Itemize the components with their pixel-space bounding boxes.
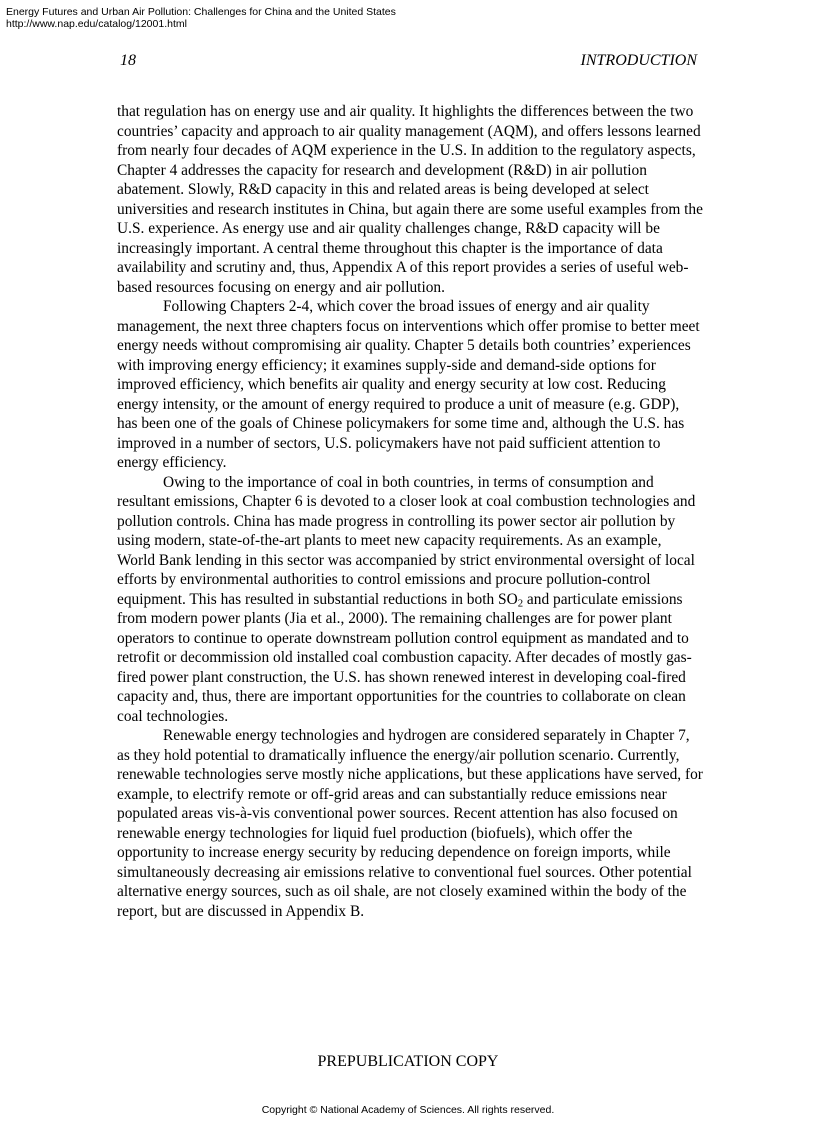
paragraph-4: Renewable energy technologies and hydrogen are considered separately in Chapter 7, as they hold potential to dramatically influence the energy/air pollution scenario. Currently, renewable technologies serve mostly niche applications, but these applications have served, for example, to electrify remote or off-grid areas and can substantially reduce emissions near populated areas vis-à-vis conventional power sources. Recent attention has also focused on renewable energy technologies for liquid fuel production (biofuels), which offer the opportunity to increase energy security by reducing dependence on foreign imports, while simultaneously decreasing air emissions relative to conventional fuel sources. Other potential alternative energy sources, such as oil shale, are not closely examined within the body of the report, but are discussed in Appendix B. <box>117 727 703 920</box>
paragraph-3 <box>117 473 703 727</box>
paragraph-1: that regulation has on energy use and air quality. It highlights the differences between the two countries’ capacity and approach to air quality management (AQM), and offers lessons learned from nearly four decades of AQM experience in the U.S. In addition to the regulatory aspects, Chapter 4 addresses the capacity for research and development (R&D) in air pollution abatement. Slowly, R&D capacity in this and related areas is being developed at select universities and research institutes in China, but again there are some useful examples from the U.S. experience. As energy use and air quality challenges change, R&D capacity will be increasingly important. A central theme throughout this chapter is the importance of data availability and scrutiny and, thus, Appendix A of this report provides a series of useful web-based resources focusing on energy and air pollution. <box>117 103 703 296</box>
source-title: Energy Futures and Urban Air Pollution: Challenges for China and the United States <box>6 6 396 18</box>
source-url[interactable]: http://www.nap.edu/catalog/12001.html <box>6 18 187 30</box>
so2-subscript: 2 <box>517 597 524 610</box>
paragraph-3-part-1: Owing to the importance of coal in both countries, in terms of consumption and resultant emissions, Chapter 6 is devoted to a closer look at coal combustion technologies and pollution controls. China has made progress in controlling its power sector air pollution by using modern, state-of-the-art plants to meet new capacity requirements. As an example, World Bank lending in this sector was accompanied by strict environmental oversight of local efforts by environmental authorities to control emissions and procure pollution-control equipment. This has resulted in substantial reductions in both SO <box>117 473 696 608</box>
body-text <box>117 102 703 921</box>
running-head: INTRODUCTION <box>580 52 697 69</box>
copyright-notice: Copyright © National Academy of Sciences. All rights reserved. <box>261 1104 555 1116</box>
prepublication-label: PREPUBLICATION COPY <box>317 1053 499 1070</box>
page-number: 18 <box>120 52 136 69</box>
paragraph-2: Following Chapters 2-4, which cover the broad issues of energy and air quality management, the next three chapters focus on interventions which offer promise to better meet energy needs without compromising air quality. Chapter 5 details both countries’ experiences with improving energy efficiency; it examines supply-side and demand-side options for improved efficiency, which benefits air quality and energy security at low cost. Reducing energy intensity, or the amount of energy required to produce a unit of measure (e.g. GDP), has been one of the goals of Chinese policymakers for some time and, although the U.S. has improved in a number of sectors, U.S. policymakers have not paid sufficient attention to energy efficiency. <box>117 298 700 471</box>
paragraph-3-part-2: and particulate emissions from modern power plants (Jia et al., 2000). The remaining challenges are for power plant operators to continue to operate downstream pollution control equipment as mandated and to retrofit or decommission old installed coal combustion capacity. After decades of mostly gas-fired power plant construction, the U.S. has shown renewed interest in developing coal-fired capacity and, thus, there are important opportunities for the countries to collaborate on clean coal technologies. <box>117 590 692 725</box>
source-info <box>6 6 396 30</box>
